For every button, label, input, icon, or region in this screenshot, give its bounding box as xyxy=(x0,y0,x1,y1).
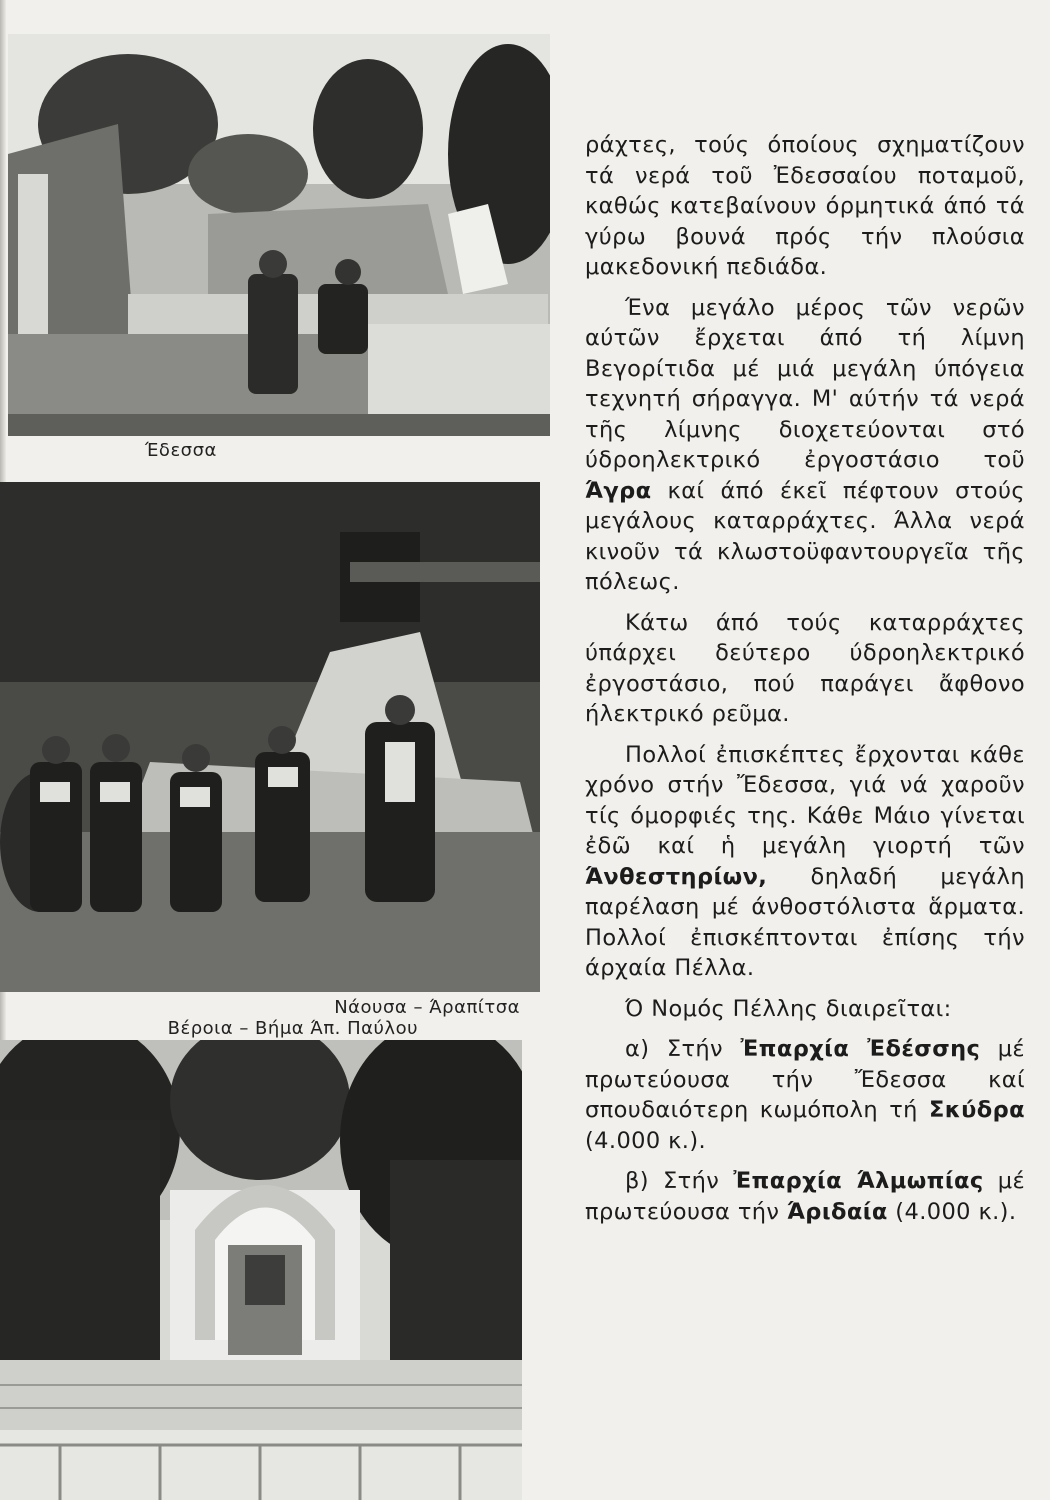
text-segment: μέ πρωτεύουσα τήν Ἔδεσσα καί σπουδαιότερη κωμόπολη τή xyxy=(585,1036,1025,1123)
text-segment: μέ πρωτεύουσα τήν xyxy=(585,1168,1026,1225)
text-segment: β) Στήν xyxy=(625,1168,720,1194)
paragraph-prefecture: Ό Νομός Πέλλης διαιρεῖται: xyxy=(625,995,952,1022)
photo-edessa-waterfalls xyxy=(8,34,550,436)
festival-anthestiria: Άνθεστηρίων, xyxy=(585,863,768,890)
paragraph-province-edessa xyxy=(585,1034,1025,1156)
text-segment: καί άπό έκεῖ πέφτουν στούς μεγάλους καταρράχτες. Άλλα νερά κινοῦν τά κλωστοϋφαντουργεῖα τῆς πόλεως. xyxy=(585,477,1025,595)
paragraph-province-almopia xyxy=(585,1166,1025,1227)
town-skydra: Σκύδρα xyxy=(929,1097,1025,1123)
town-aridaia: Άριδαία xyxy=(786,1198,888,1225)
paragraph-second-plant: Κάτω άπό τούς καταρράχτες ύπάρχει δεύτερο ύδροηλεκτρικό ἐργοστάσιο, πού παράγει ἄφθονο ήλεκτρικό ρεῦμα. xyxy=(585,609,1025,727)
place-agra: Άγρα xyxy=(585,477,652,504)
text-segment: Πολλοί ἐπισκέπτες ἔρχονται κάθε χρόνο στήν Ἔδεσσα, γιά νά χαροῦν τίς όμορφιές της. Κάθε Μάιο γίνεται ἐδῶ καί ἡ μεγάλη γιορτή τῶν xyxy=(585,741,1025,859)
paragraph-lake-vegoritis xyxy=(585,293,1025,598)
text-segment: α) Στήν xyxy=(625,1036,724,1062)
text-segment: (4.000 κ.). xyxy=(585,1127,707,1154)
photo-veroia-bema xyxy=(0,1040,522,1500)
text-segment: Ένα μεγάλο μέρος τῶν νερῶν αύτῶν ἔρχεται άπό τή λίμνη Βεγορίτιδα μέ μιά μεγάλη ύπόγεια τεχνητή σήραγγα. Μ' αύτήν τά νερά τῆς λίμνης διοχετεύονται στό ύδροηλεκτρικό ἐργοστάσιο τοῦ xyxy=(585,294,1025,473)
caption-naousa: Νάουσα – Άραπίτσα xyxy=(334,997,520,1018)
photo-naousa-arapitsa xyxy=(0,482,540,992)
province-edessa: Ἐπαρχία Ἐδέσσης xyxy=(740,1036,981,1062)
text-column xyxy=(585,130,1025,1237)
caption-edessa: Έδεσσα xyxy=(145,440,217,461)
text-segment: (4.000 κ.). xyxy=(895,1198,1017,1225)
province-almopia: Ἐπαρχία Άλμωπίας xyxy=(733,1168,984,1194)
paragraph-waterfalls: ράχτες, τούς όποίους σχηματίζουν τά νερά τοῦ Ἐδεσσαίου ποταμοῦ, καθώς κατεβαίνουν όρμητικά άπό τά γύρω βουνά πρός τήν πλούσια μακεδονική πεδιάδα. xyxy=(585,132,1025,280)
paragraph-visitors xyxy=(585,740,1025,984)
text-segment: δηλαδή μεγάλη παρέλαση μέ άνθοστόλιστα ἅρματα. Πολλοί ἐπισκέπτονται ἐπίσης τήν άρχαία Πέλλα. xyxy=(585,863,1025,981)
caption-veroia: Βέροια – Βήμα Άπ. Παύλου xyxy=(167,1018,418,1039)
